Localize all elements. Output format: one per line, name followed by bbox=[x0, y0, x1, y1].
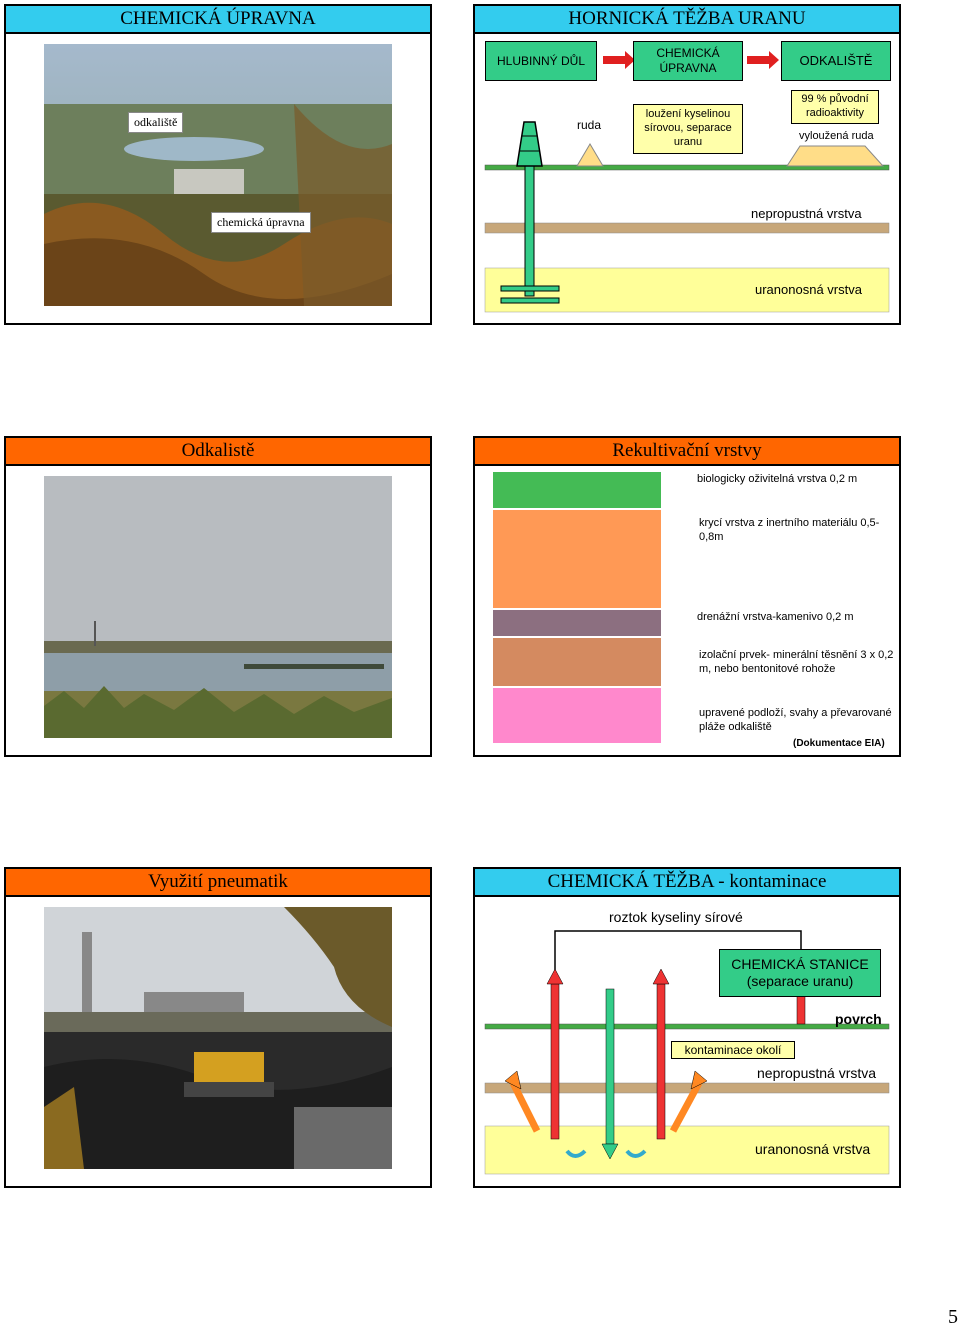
arrow-icon bbox=[653, 969, 669, 984]
layer-swatch-3 bbox=[493, 610, 661, 636]
acid-solution-label: roztok kyseliny sírové bbox=[609, 909, 743, 925]
tailings-photo bbox=[44, 476, 392, 738]
slide-title: Odkalistě bbox=[6, 438, 430, 466]
aerial-photo bbox=[44, 44, 392, 306]
tailings-box: ODKALIŠTĚ bbox=[781, 41, 891, 81]
impermeable-layer-label: nepropustná vrstva bbox=[757, 1065, 877, 1081]
slide-tire-usage bbox=[4, 867, 432, 1188]
slide-tailings bbox=[4, 436, 432, 757]
layer-text-1: biologicky oživitelná vrstva 0,2 m bbox=[697, 473, 858, 485]
plant-label: chemická úpravna bbox=[211, 212, 311, 233]
chemical-station-box: CHEMICKÁ STANICE (separace uranu) bbox=[719, 949, 881, 997]
leaching-box: loužení kyselinou sírovou, separace uranu bbox=[633, 104, 743, 154]
uranium-layer-label: uranonosná vrstva bbox=[755, 282, 862, 297]
slide-title: CHEMICKÁ ÚPRAVNA bbox=[6, 6, 430, 34]
slide-title: CHEMICKÁ TĚŽBA - kontaminace bbox=[475, 869, 899, 897]
mine-box: HLUBINNÝ DŮL bbox=[485, 41, 597, 81]
layer-text-3: drenážní vrstva-kamenivo 0,2 m bbox=[697, 611, 854, 623]
plant-box: CHEMICKÁ ÚPRAVNA bbox=[633, 41, 743, 81]
tailings-label: odkaliště bbox=[128, 112, 183, 133]
source-label: (Dokumentace EIA) bbox=[793, 738, 885, 749]
contamination-label: kontaminace okolí bbox=[671, 1041, 795, 1059]
layer-text-5: upravené podloží, svahy a převarované pláže odkaliště bbox=[699, 707, 892, 734]
arrow-icon bbox=[603, 51, 635, 69]
arrow-icon bbox=[747, 51, 779, 69]
layer-swatch-2 bbox=[493, 510, 661, 608]
ore-label: ruda bbox=[577, 118, 602, 132]
uranium-layer-label: uranonosná vrstva bbox=[755, 1141, 871, 1157]
layer-text-2: krycí vrstva z inertního materiálu 0,5-0,8m bbox=[699, 517, 880, 544]
surface-label: povrch bbox=[835, 1011, 882, 1027]
layer-swatch-5 bbox=[493, 688, 661, 743]
slide-uranium-mining bbox=[473, 4, 901, 325]
slide-title: Rekultivační vrstvy bbox=[475, 438, 899, 466]
slide-title: Využití pneumatik bbox=[6, 869, 430, 897]
slide-title: HORNICKÁ TĚŽBA URANU bbox=[475, 6, 899, 34]
page-number: 5 bbox=[948, 1306, 958, 1328]
slide-reclamation-layers bbox=[473, 436, 901, 757]
slide-chemical-plant bbox=[4, 4, 432, 325]
arrow-icon bbox=[547, 969, 563, 984]
slide-chemical-mining-contamination bbox=[473, 867, 901, 1188]
layer-swatch-1 bbox=[493, 472, 661, 508]
layer-swatch-4 bbox=[493, 638, 661, 686]
impermeable-layer-label: nepropustná vrstva bbox=[751, 206, 862, 221]
tires-photo bbox=[44, 907, 392, 1169]
layer-text-4: izolační prvek- minerální těsnění 3 x 0,2 m, nebo bentonitové rohože bbox=[699, 649, 894, 676]
radioactivity-box: 99 % původní radioaktivity bbox=[791, 90, 879, 124]
leached-ore-label: vyloužená ruda bbox=[799, 130, 874, 142]
